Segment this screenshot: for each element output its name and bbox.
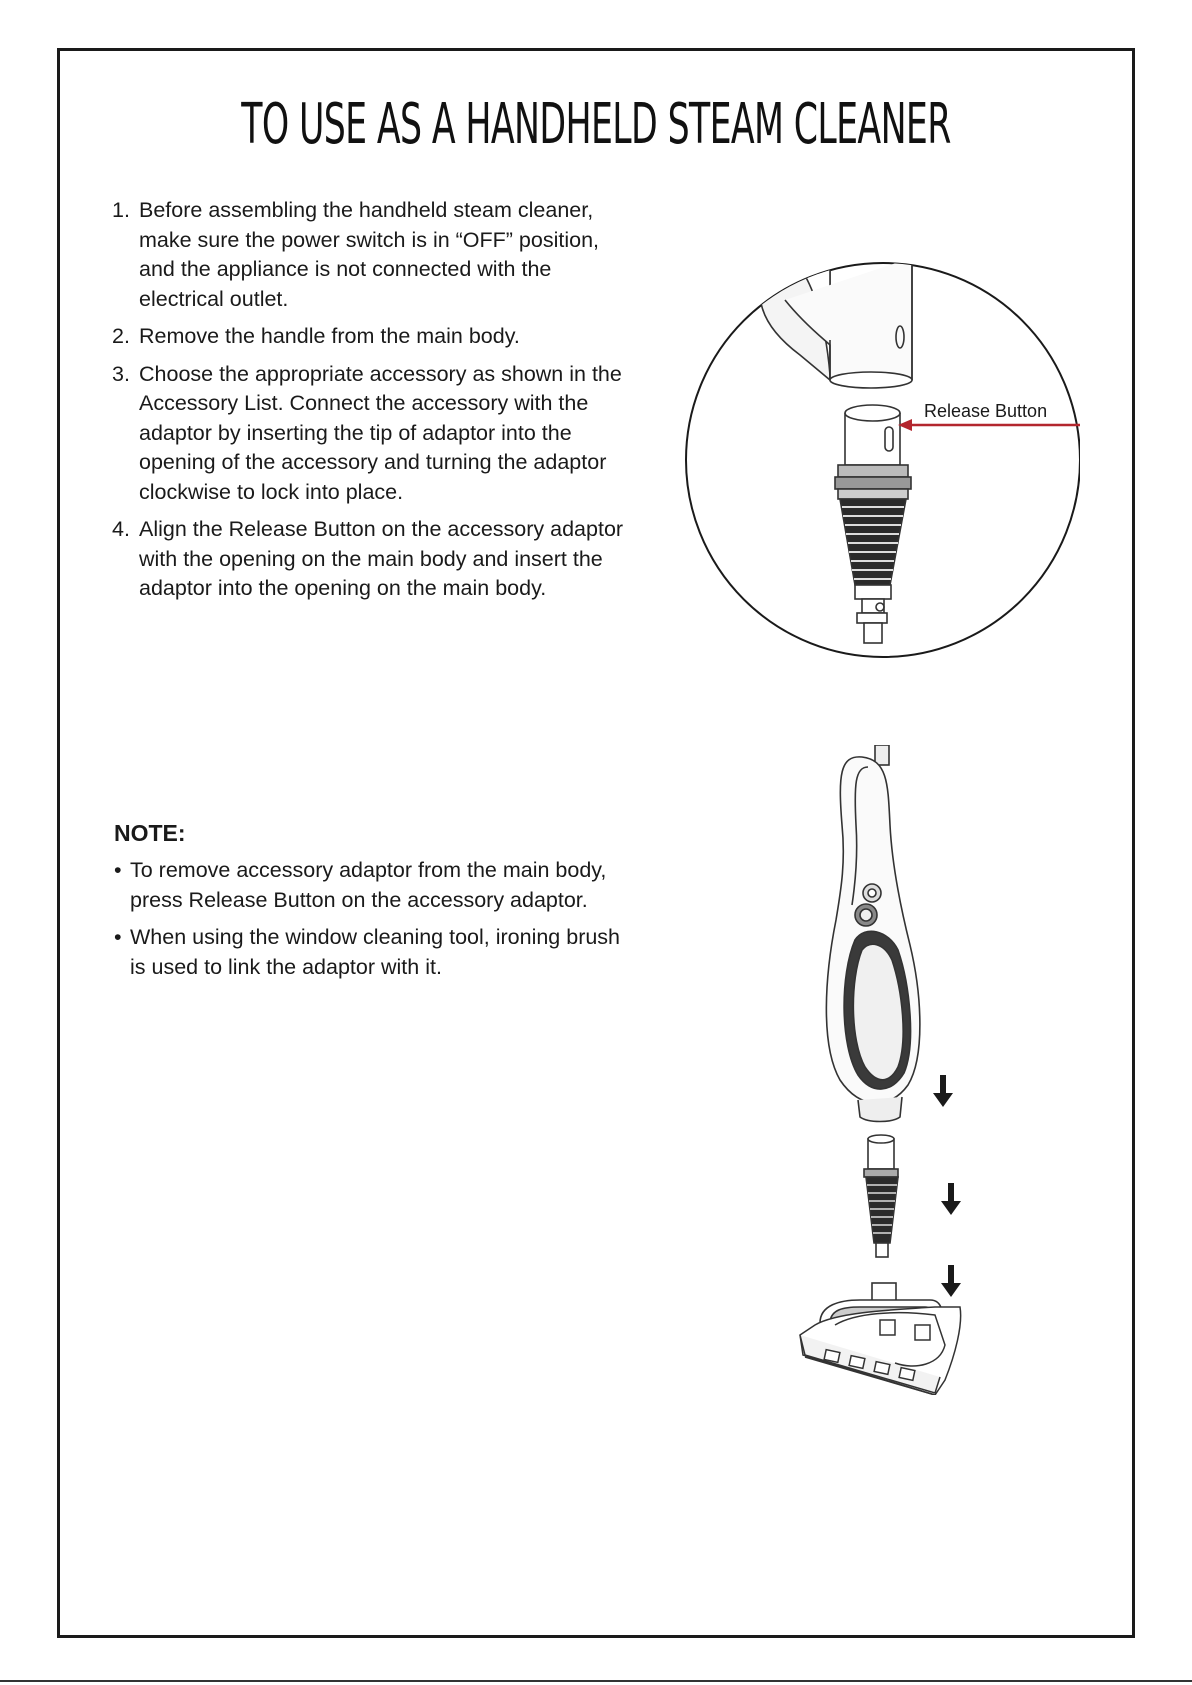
step-text: Choose the appropriate accessory as shown in the Accessory List. Connect the accessory with the adaptor by inserting the tip of adaptor into the opening of the accessory and turning the adaptor clockwise to lock into place. (139, 361, 622, 504)
step-text: Remove the handle from the main body. (139, 324, 520, 348)
window-cleaning-tool-illustration (795, 1285, 965, 1395)
step-number: 4. (112, 517, 130, 541)
step-item (112, 196, 632, 314)
bullet: • (114, 858, 122, 882)
step-item (112, 360, 632, 508)
note-item (114, 856, 634, 915)
note-heading: NOTE: (114, 820, 186, 846)
adaptor-closeup-illustration (680, 255, 1080, 665)
note-text: To remove accessory adaptor from the main body, press Release Button on the accessory adaptor. (130, 858, 607, 912)
note-list (114, 856, 634, 990)
step-number: 1. (112, 198, 130, 222)
step-item (112, 322, 632, 352)
instruction-steps (112, 196, 632, 612)
step-number: 2. (112, 324, 130, 348)
release-button-callout-label: Release Button (924, 401, 1048, 421)
note-item (114, 923, 634, 982)
step-item (112, 515, 632, 604)
step-text: Align the Release Button on the accessory adaptor with the opening on the main body and insert the adaptor into the opening on the main body. (139, 517, 624, 600)
footer-rule (0, 1680, 1192, 1682)
page-title: TO USE AS A HANDHELD STEAM CLEANER (241, 92, 951, 157)
bullet: • (114, 925, 122, 949)
step-number: 3. (112, 361, 130, 386)
step-text: Before assembling the handheld steam cleaner, make sure the power switch is in “OFF” position, and the appliance is not connected with the electrical outlet. (139, 198, 600, 311)
note-text: When using the window cleaning tool, ironing brush is used to link the adaptor with it. (130, 925, 621, 979)
